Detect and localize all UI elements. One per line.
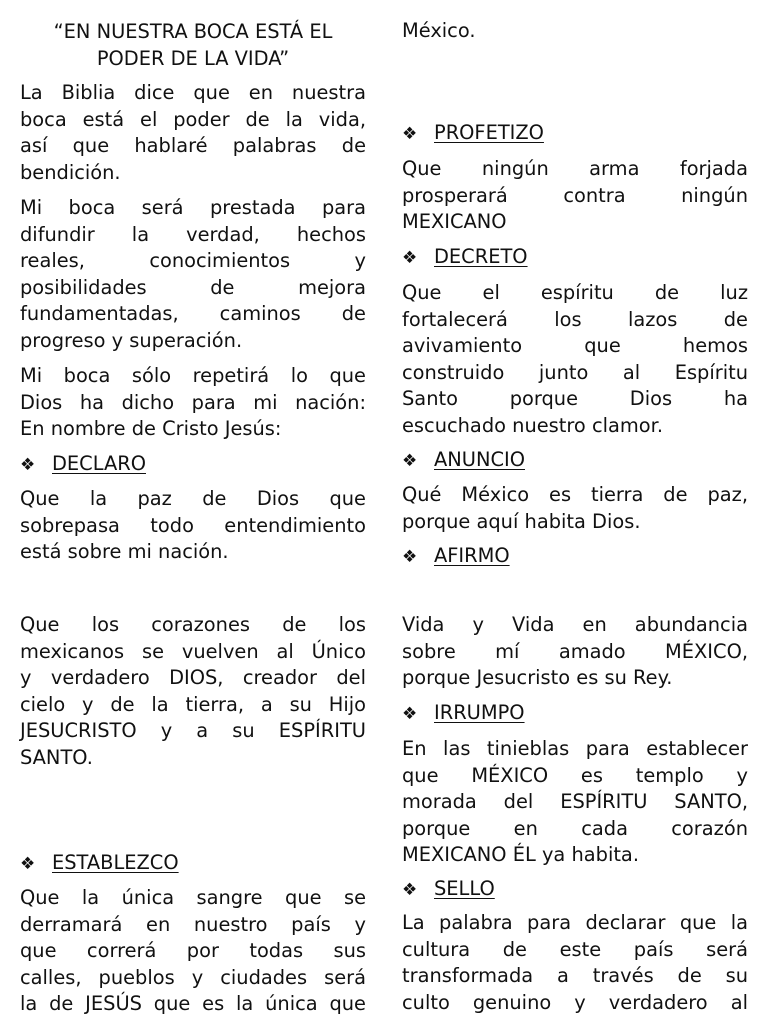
irrumpo-paragraph [402, 736, 748, 869]
text-line: cielo y de la tierra, a su Hijo [20, 692, 366, 716]
heading-irrumpo: ❖ IRRUMPO [402, 700, 748, 728]
diamond-bullet-icon: ❖ [402, 248, 418, 268]
diamond-bullet-icon: ❖ [20, 455, 36, 475]
text-line: sobrepasa todo entendimiento [20, 513, 366, 537]
diamond-bullet-icon: ❖ [402, 547, 418, 567]
text-line: derramará en nuestro país y [20, 912, 366, 936]
text-line: la de JESÚS que es la única que [20, 992, 366, 1015]
text-line: cultura de este país será [402, 937, 748, 961]
text-line: La Biblia dice que en nuestra [20, 81, 366, 104]
diamond-bullet-icon: ❖ [402, 880, 418, 900]
text-line: mexicanos se vuelven al Único [20, 639, 366, 663]
anuncio-paragraph [402, 482, 748, 535]
text-line: prosperará contra ningún [402, 183, 748, 207]
text-line: construido junto al Espíritu [402, 360, 748, 384]
document-title [20, 19, 366, 72]
diamond-bullet-icon: ❖ [20, 854, 36, 874]
decreto-paragraph [402, 280, 748, 439]
sello-paragraph [402, 910, 748, 1016]
text-line: Que ningún arma forjada [402, 157, 748, 180]
text-line: porque aquí habita Dios. [402, 509, 641, 533]
text-line: PODER DE LA VIDA” [96, 46, 290, 70]
text-line: La palabra para declarar que la [402, 911, 748, 934]
heading-sello: ❖ SELLO [402, 876, 748, 904]
heading-declaro: ❖ DECLARO [20, 451, 366, 479]
establezco-paragraph [20, 885, 366, 1018]
diamond-bullet-icon: ❖ [402, 124, 418, 144]
text-line: SANTO. [20, 745, 93, 769]
text-line: así que hablaré palabras de [20, 134, 366, 157]
text-line: fortalecerá los lazos de [402, 307, 748, 331]
repeat-paragraph [20, 363, 366, 443]
diamond-bullet-icon: ❖ [402, 451, 418, 471]
text-line: fundamentadas, caminos de [20, 302, 366, 325]
mouth-paragraph [20, 195, 366, 354]
text-line: reales, conocimientos y [20, 249, 366, 272]
text-line: que correrá por todas sus [20, 939, 366, 962]
text-line: “EN NUESTRA BOCA ESTÁ EL [53, 20, 333, 43]
text-line: bendición. [20, 160, 121, 184]
diamond-bullet-icon: ❖ [402, 704, 418, 724]
text-line: porque Jesucristo es su Rey. [402, 666, 673, 689]
text-line: MEXICANO ÉL ya habita. [402, 843, 639, 866]
heading-anuncio: ❖ ANUNCIO [402, 447, 748, 475]
text-line: Que la paz de Dios que [20, 487, 366, 510]
declaro-paragraph [20, 486, 366, 566]
profetizo-paragraph [402, 156, 748, 236]
text-line: escuchado nuestro clamor. [402, 413, 663, 437]
heading-profetizo: ❖ PROFETIZO [402, 120, 748, 148]
intro-paragraph [20, 80, 366, 186]
heading-establezco: ❖ ESTABLEZCO [20, 850, 366, 878]
text-line: sobre mí amado MÉXICO, [402, 639, 748, 663]
text-line: morada del ESPÍRITU SANTO, [402, 790, 748, 813]
text-line: Qué México es tierra de paz, [402, 483, 748, 506]
heading-afirmo: ❖ AFIRMO [402, 543, 748, 571]
text-line: En nombre de Cristo Jesús: [20, 417, 282, 440]
text-line: está sobre mi nación. [20, 540, 229, 563]
text-line: MEXICANO [402, 210, 507, 233]
hearts-paragraph [20, 612, 366, 771]
text-line: calles, pueblos y ciudades será [20, 965, 366, 989]
text-line: Vida y Vida en abundancia [402, 613, 748, 636]
text-line: posibilidades de mejora [20, 275, 366, 299]
heading-decreto: ❖ DECRETO [402, 244, 748, 272]
text-line: boca está el poder de la vida, [20, 107, 366, 131]
text-line: avivamiento que hemos [402, 334, 748, 357]
text-line: difundir la verdad, hechos [20, 222, 366, 246]
text-line: y verdadero DIOS, creador del [20, 666, 366, 689]
text-line: En las tinieblas para establecer [402, 737, 748, 760]
text-line: Que los corazones de los [20, 613, 366, 636]
text-line: Mi boca sólo repetirá lo que [20, 364, 366, 387]
text-line: culto genuino y verdadero al [402, 990, 748, 1014]
text-line: Mi boca será prestada para [20, 196, 366, 219]
text-line: que MÉXICO es templo y [402, 763, 748, 787]
text-line: progreso y superación. [20, 328, 243, 352]
continued-text [402, 18, 748, 45]
text-line: porque en cada corazón [402, 816, 748, 840]
text-line: Dios ha dicho para mi nación: [20, 390, 366, 414]
text-line: Que la única sangre que se [20, 886, 366, 909]
text-line: JESUCRISTO y a su ESPÍRITU [20, 719, 366, 742]
text-line: Santo porque Dios ha [402, 387, 748, 410]
text-line: Que el espíritu de luz [402, 281, 748, 304]
text-line: México. [402, 19, 476, 42]
afirmo-paragraph [402, 612, 748, 692]
text-line: transformada a través de su [402, 964, 748, 987]
